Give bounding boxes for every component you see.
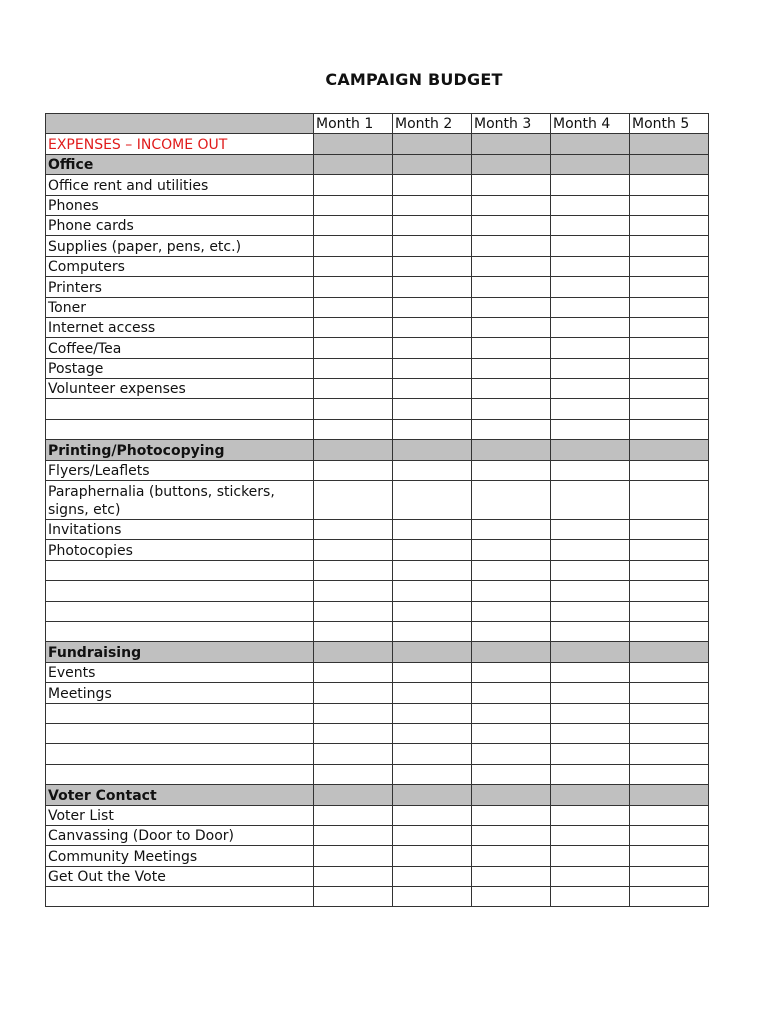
header-row (46, 114, 709, 134)
month-cell-1 (314, 846, 393, 866)
row-label (46, 419, 314, 439)
month-cell-1 (314, 236, 393, 256)
month-cell-5 (630, 379, 709, 399)
month-cell-2 (393, 338, 472, 358)
month-cell-2 (393, 154, 472, 174)
month-cell-3 (472, 846, 551, 866)
month-cell-2 (393, 866, 472, 886)
table-row (46, 540, 709, 560)
header-corner-cell (46, 114, 314, 134)
month-cell-2 (393, 358, 472, 378)
month-cell-1 (314, 358, 393, 378)
month-cell-5 (630, 399, 709, 419)
table-row (46, 581, 709, 601)
month-cell-3 (472, 520, 551, 540)
month-cell-2 (393, 256, 472, 276)
section-row (46, 642, 709, 662)
month-cell-4 (551, 317, 630, 337)
month-cell-5 (630, 297, 709, 317)
month-cell-4 (551, 460, 630, 480)
month-cell-3 (472, 866, 551, 886)
table-row (46, 621, 709, 641)
month-cell-5 (630, 358, 709, 378)
row-label: Canvassing (Door to Door) (46, 825, 314, 845)
month-header-2: Month 2 (393, 114, 472, 134)
table-row (46, 175, 709, 195)
month-cell-2 (393, 744, 472, 764)
month-cell-5 (630, 683, 709, 703)
budget-table (45, 113, 709, 907)
month-cell-3 (472, 662, 551, 682)
month-cell-5 (630, 642, 709, 662)
month-cell-4 (551, 540, 630, 560)
row-label: Get Out the Vote (46, 866, 314, 886)
month-cell-2 (393, 887, 472, 907)
table-row (46, 481, 709, 520)
row-label (46, 621, 314, 641)
table-row (46, 379, 709, 399)
month-cell-1 (314, 581, 393, 601)
month-cell-2 (393, 540, 472, 560)
month-cell-5 (630, 277, 709, 297)
row-label: Meetings (46, 683, 314, 703)
table-row (46, 399, 709, 419)
month-cell-1 (314, 540, 393, 560)
month-cell-2 (393, 642, 472, 662)
month-cell-5 (630, 662, 709, 682)
month-cell-3 (472, 887, 551, 907)
month-cell-2 (393, 134, 472, 154)
row-label: Office rent and utilities (46, 175, 314, 195)
month-cell-3 (472, 297, 551, 317)
month-cell-2 (393, 236, 472, 256)
table-row (46, 764, 709, 784)
month-cell-4 (551, 134, 630, 154)
month-cell-3 (472, 277, 551, 297)
month-header-4: Month 4 (551, 114, 630, 134)
month-cell-4 (551, 419, 630, 439)
month-cell-5 (630, 460, 709, 480)
month-cell-4 (551, 662, 630, 682)
row-label: Toner (46, 297, 314, 317)
month-cell-2 (393, 297, 472, 317)
month-cell-5 (630, 621, 709, 641)
month-cell-2 (393, 460, 472, 480)
month-cell-5 (630, 846, 709, 866)
month-cell-5 (630, 723, 709, 743)
month-cell-1 (314, 154, 393, 174)
month-cell-4 (551, 703, 630, 723)
month-cell-1 (314, 440, 393, 460)
row-label (46, 581, 314, 601)
month-cell-4 (551, 642, 630, 662)
table-row (46, 846, 709, 866)
month-cell-3 (472, 358, 551, 378)
month-cell-1 (314, 642, 393, 662)
month-cell-3 (472, 154, 551, 174)
table-row (46, 236, 709, 256)
table-row (46, 744, 709, 764)
month-cell-2 (393, 581, 472, 601)
month-cell-3 (472, 703, 551, 723)
month-cell-3 (472, 195, 551, 215)
month-cell-4 (551, 236, 630, 256)
row-label: Invitations (46, 520, 314, 540)
expenses-heading: EXPENSES – INCOME OUT (46, 134, 314, 154)
month-cell-4 (551, 399, 630, 419)
month-cell-1 (314, 317, 393, 337)
table-row (46, 338, 709, 358)
month-cell-2 (393, 419, 472, 439)
month-cell-3 (472, 256, 551, 276)
row-label (46, 723, 314, 743)
month-cell-4 (551, 520, 630, 540)
month-cell-5 (630, 236, 709, 256)
month-cell-2 (393, 175, 472, 195)
month-cell-5 (630, 520, 709, 540)
section-label: Voter Contact (46, 785, 314, 805)
month-cell-5 (630, 887, 709, 907)
month-cell-4 (551, 481, 630, 520)
month-cell-4 (551, 277, 630, 297)
month-cell-1 (314, 256, 393, 276)
month-cell-4 (551, 358, 630, 378)
month-cell-3 (472, 560, 551, 580)
month-cell-5 (630, 256, 709, 276)
month-cell-3 (472, 785, 551, 805)
month-cell-3 (472, 175, 551, 195)
month-cell-1 (314, 723, 393, 743)
month-cell-3 (472, 764, 551, 784)
month-cell-1 (314, 662, 393, 682)
month-cell-3 (472, 581, 551, 601)
row-label (46, 744, 314, 764)
month-cell-4 (551, 846, 630, 866)
month-cell-2 (393, 703, 472, 723)
month-cell-5 (630, 540, 709, 560)
month-cell-1 (314, 215, 393, 235)
month-cell-2 (393, 846, 472, 866)
section-label: Printing/Photocopying (46, 440, 314, 460)
table-row (46, 887, 709, 907)
month-cell-1 (314, 825, 393, 845)
month-cell-2 (393, 215, 472, 235)
month-cell-4 (551, 379, 630, 399)
month-cell-3 (472, 460, 551, 480)
month-cell-4 (551, 744, 630, 764)
month-cell-3 (472, 744, 551, 764)
month-cell-5 (630, 440, 709, 460)
table-row (46, 460, 709, 480)
row-label: Supplies (paper, pens, etc.) (46, 236, 314, 256)
month-cell-1 (314, 175, 393, 195)
month-cell-2 (393, 317, 472, 337)
table-row (46, 662, 709, 682)
table-row (46, 419, 709, 439)
document-title: CAMPAIGN BUDGET (325, 70, 503, 89)
month-cell-3 (472, 236, 551, 256)
section-row (46, 440, 709, 460)
month-cell-5 (630, 215, 709, 235)
row-label: Postage (46, 358, 314, 378)
row-label: Photocopies (46, 540, 314, 560)
month-cell-1 (314, 520, 393, 540)
month-cell-4 (551, 805, 630, 825)
month-cell-5 (630, 175, 709, 195)
row-label (46, 764, 314, 784)
section-row (46, 134, 709, 154)
month-cell-2 (393, 399, 472, 419)
month-cell-4 (551, 683, 630, 703)
month-cell-1 (314, 703, 393, 723)
month-cell-3 (472, 338, 551, 358)
month-cell-2 (393, 764, 472, 784)
month-cell-1 (314, 481, 393, 520)
table-row (46, 277, 709, 297)
month-cell-1 (314, 338, 393, 358)
row-label: Paraphernalia (buttons, stickers, signs, etc) (46, 481, 314, 520)
month-cell-2 (393, 785, 472, 805)
month-cell-5 (630, 601, 709, 621)
month-cell-2 (393, 723, 472, 743)
section-label: Fundraising (46, 642, 314, 662)
month-cell-2 (393, 683, 472, 703)
month-cell-4 (551, 256, 630, 276)
table-row (46, 601, 709, 621)
month-cell-3 (472, 723, 551, 743)
month-cell-1 (314, 379, 393, 399)
month-cell-1 (314, 399, 393, 419)
month-cell-3 (472, 621, 551, 641)
row-label: Volunteer expenses (46, 379, 314, 399)
row-label: Events (46, 662, 314, 682)
month-cell-2 (393, 825, 472, 845)
month-cell-2 (393, 277, 472, 297)
row-label: Computers (46, 256, 314, 276)
row-label (46, 399, 314, 419)
month-cell-2 (393, 440, 472, 460)
month-cell-5 (630, 338, 709, 358)
month-cell-2 (393, 195, 472, 215)
month-cell-3 (472, 419, 551, 439)
month-cell-2 (393, 621, 472, 641)
row-label: Printers (46, 277, 314, 297)
row-label: Phones (46, 195, 314, 215)
month-cell-1 (314, 277, 393, 297)
month-cell-5 (630, 825, 709, 845)
month-cell-3 (472, 540, 551, 560)
month-cell-5 (630, 805, 709, 825)
month-header-3: Month 3 (472, 114, 551, 134)
month-cell-3 (472, 317, 551, 337)
table-row (46, 825, 709, 845)
month-cell-1 (314, 601, 393, 621)
month-cell-1 (314, 297, 393, 317)
month-cell-3 (472, 805, 551, 825)
row-label: Voter List (46, 805, 314, 825)
table-row (46, 560, 709, 580)
table-row (46, 703, 709, 723)
month-cell-1 (314, 764, 393, 784)
month-cell-1 (314, 744, 393, 764)
table-row (46, 256, 709, 276)
month-cell-2 (393, 520, 472, 540)
table-row (46, 358, 709, 378)
section-label: Office (46, 154, 314, 174)
month-cell-4 (551, 825, 630, 845)
row-label (46, 887, 314, 907)
month-cell-1 (314, 460, 393, 480)
row-label: Coffee/Tea (46, 338, 314, 358)
month-cell-5 (630, 785, 709, 805)
month-header-1: Month 1 (314, 114, 393, 134)
month-cell-1 (314, 134, 393, 154)
month-header-5: Month 5 (630, 114, 709, 134)
month-cell-5 (630, 154, 709, 174)
month-cell-4 (551, 195, 630, 215)
month-cell-5 (630, 764, 709, 784)
month-cell-3 (472, 825, 551, 845)
month-cell-4 (551, 764, 630, 784)
section-row (46, 154, 709, 174)
month-cell-4 (551, 723, 630, 743)
month-cell-5 (630, 134, 709, 154)
month-cell-3 (472, 134, 551, 154)
month-cell-4 (551, 338, 630, 358)
month-cell-3 (472, 440, 551, 460)
month-cell-1 (314, 560, 393, 580)
row-label: Internet access (46, 317, 314, 337)
row-label: Flyers/Leaflets (46, 460, 314, 480)
row-label (46, 560, 314, 580)
month-cell-1 (314, 195, 393, 215)
month-cell-2 (393, 662, 472, 682)
month-cell-3 (472, 683, 551, 703)
month-cell-3 (472, 379, 551, 399)
month-cell-2 (393, 379, 472, 399)
table-row (46, 195, 709, 215)
month-cell-5 (630, 581, 709, 601)
month-cell-5 (630, 703, 709, 723)
row-label (46, 601, 314, 621)
month-cell-2 (393, 481, 472, 520)
month-cell-3 (472, 642, 551, 662)
month-cell-1 (314, 887, 393, 907)
row-label: Community Meetings (46, 846, 314, 866)
month-cell-5 (630, 317, 709, 337)
row-label: Phone cards (46, 215, 314, 235)
table-row (46, 317, 709, 337)
row-label (46, 703, 314, 723)
month-cell-2 (393, 601, 472, 621)
table-row (46, 805, 709, 825)
table-row (46, 215, 709, 235)
table-row (46, 520, 709, 540)
month-cell-2 (393, 560, 472, 580)
month-cell-4 (551, 621, 630, 641)
month-cell-3 (472, 215, 551, 235)
month-cell-1 (314, 683, 393, 703)
month-cell-4 (551, 215, 630, 235)
table-row (46, 683, 709, 703)
table-row (46, 297, 709, 317)
budget-body (46, 134, 709, 907)
month-cell-4 (551, 866, 630, 886)
month-cell-1 (314, 621, 393, 641)
month-cell-4 (551, 785, 630, 805)
month-cell-1 (314, 805, 393, 825)
month-cell-1 (314, 419, 393, 439)
month-cell-4 (551, 154, 630, 174)
month-cell-3 (472, 481, 551, 520)
month-cell-3 (472, 601, 551, 621)
month-cell-5 (630, 744, 709, 764)
month-cell-4 (551, 175, 630, 195)
month-cell-3 (472, 399, 551, 419)
month-cell-5 (630, 866, 709, 886)
month-cell-4 (551, 440, 630, 460)
section-row (46, 785, 709, 805)
month-cell-2 (393, 805, 472, 825)
month-cell-4 (551, 297, 630, 317)
month-cell-4 (551, 560, 630, 580)
month-cell-1 (314, 866, 393, 886)
table-row (46, 866, 709, 886)
month-cell-4 (551, 581, 630, 601)
month-cell-5 (630, 419, 709, 439)
table-row (46, 723, 709, 743)
month-cell-5 (630, 481, 709, 520)
month-cell-5 (630, 560, 709, 580)
month-cell-1 (314, 785, 393, 805)
month-cell-5 (630, 195, 709, 215)
month-cell-4 (551, 887, 630, 907)
month-cell-4 (551, 601, 630, 621)
